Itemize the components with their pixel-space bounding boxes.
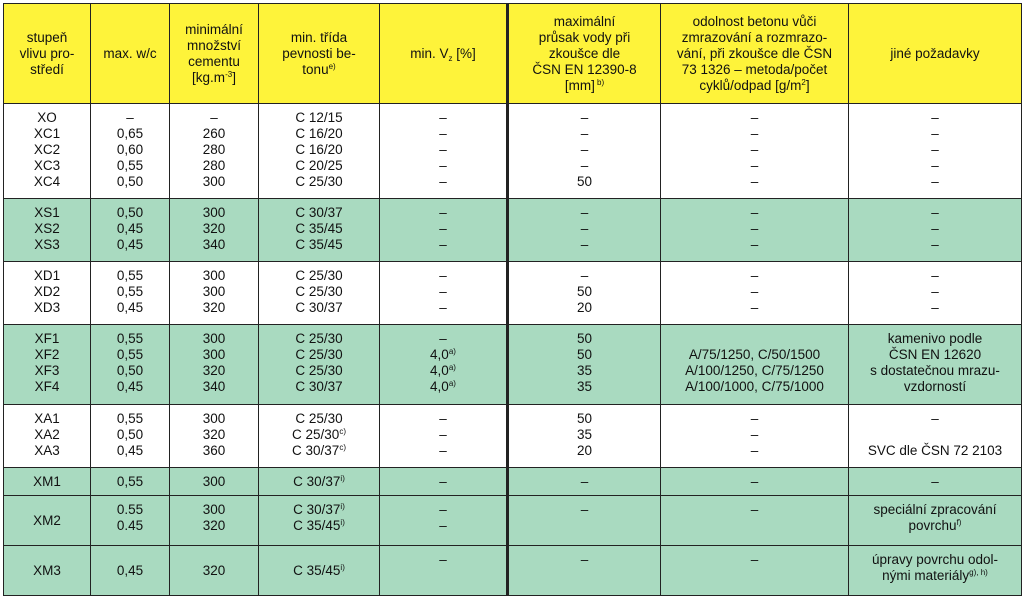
table-cell-text: – bbox=[931, 158, 939, 173]
table-cell-text: – bbox=[750, 427, 759, 442]
table-cell-text: [mm] bbox=[564, 77, 595, 93]
table-cell-text: XA3 bbox=[34, 443, 60, 458]
table-cell-text: 35 bbox=[576, 363, 593, 378]
table-cell-text: 35 bbox=[576, 379, 593, 394]
table-cell-text: – bbox=[439, 142, 447, 157]
table-cell-text: z bbox=[448, 53, 453, 63]
table-cell-text: 50 bbox=[576, 347, 593, 362]
table-cell-text: C 25/30 bbox=[295, 347, 343, 362]
table-cell-text: – bbox=[750, 205, 759, 220]
table-cell-text: 50 bbox=[576, 411, 593, 426]
table-row-xd bbox=[4, 262, 1022, 325]
table-cell-text: – bbox=[750, 300, 759, 315]
table-cell-text: – bbox=[931, 237, 939, 252]
table-cell-text: – bbox=[439, 158, 447, 173]
table-cell-text: min. třída bbox=[290, 29, 348, 45]
table-cell-text: – bbox=[750, 268, 759, 283]
table-cell-text: 280 bbox=[202, 142, 226, 157]
table-cell-text: 0,55 bbox=[116, 347, 144, 362]
table-cell-text: 20 bbox=[576, 443, 593, 458]
table-cell-text: 0,65 bbox=[116, 126, 144, 141]
table-cell-text: 320 bbox=[202, 363, 226, 378]
table-cell-text: XC3 bbox=[33, 158, 61, 173]
table-cell bbox=[508, 104, 661, 199]
header-min-air-content bbox=[380, 4, 508, 104]
table-cell-text: a) bbox=[448, 347, 456, 356]
table-cell-text: – bbox=[931, 205, 939, 220]
table-cell-text: XM1 bbox=[33, 474, 61, 489]
table-cell bbox=[380, 104, 508, 199]
table-cell-text: SVC dle ČSN 72 2103 bbox=[867, 443, 1003, 458]
table-cell-text: – bbox=[931, 110, 939, 125]
table-cell bbox=[91, 468, 170, 496]
table-cell-text: XC2 bbox=[33, 142, 61, 157]
table-cell bbox=[661, 546, 849, 596]
exposure-classes-table bbox=[3, 3, 1022, 596]
table-cell-text: – bbox=[580, 552, 589, 567]
table-cell-text: jiné požadavky bbox=[890, 45, 980, 61]
table-cell-text: 0.55 bbox=[116, 502, 144, 517]
table-cell-text: 0,45 bbox=[116, 221, 144, 236]
table-cell-text: 300 bbox=[202, 331, 226, 346]
table-cell-text: – bbox=[439, 411, 447, 426]
header-min-strength-class bbox=[259, 4, 380, 104]
table-cell-text: – bbox=[580, 268, 589, 283]
table-cell-text bbox=[849, 427, 1021, 443]
table-cell-text: 0,55 bbox=[116, 158, 144, 173]
table-cell-text: b) bbox=[594, 77, 605, 87]
table-cell-text: 0,60 bbox=[116, 142, 144, 157]
table-cell bbox=[4, 468, 91, 496]
table-cell-text: C 25/30 bbox=[295, 331, 343, 346]
table-cell-text: a) bbox=[448, 379, 456, 388]
table-cell-text: 50 bbox=[576, 331, 593, 346]
table-cell-text: 340 bbox=[202, 237, 226, 252]
table-cell-text: XA2 bbox=[34, 427, 60, 442]
table-cell bbox=[259, 496, 380, 546]
table-cell-text: A/100/1000, C/75/1000 bbox=[685, 379, 824, 394]
table-cell-text: – bbox=[580, 237, 589, 252]
table-cell bbox=[508, 468, 661, 496]
table-cell-text: 300 bbox=[202, 205, 226, 220]
table-cell-text: – bbox=[439, 552, 447, 567]
table-cell-text: – bbox=[439, 221, 447, 236]
table-cell-text: – bbox=[439, 300, 447, 315]
table-cell-text: – bbox=[439, 427, 447, 442]
table-cell-text: A/75/1250, C/50/1500 bbox=[688, 347, 821, 362]
table-cell bbox=[91, 496, 170, 546]
table-cell-text: [kg.m bbox=[192, 69, 226, 85]
table-cell-text: – bbox=[750, 221, 759, 236]
table-cell-text: vání, při zkoušce dle ČSN bbox=[676, 45, 833, 61]
table-cell bbox=[849, 496, 1022, 546]
table-cell bbox=[849, 405, 1022, 468]
table-cell-text: – bbox=[126, 110, 134, 125]
table-cell-text: max. w/c bbox=[103, 45, 157, 61]
table-cell-text: C 30/37 bbox=[295, 300, 343, 315]
table-cell-text: povrchu bbox=[908, 518, 957, 533]
table-cell-text: [%] bbox=[452, 45, 476, 61]
table-cell-text: C 35/45 bbox=[295, 237, 343, 252]
table-cell bbox=[661, 262, 849, 325]
table-cell-text: 320 bbox=[202, 562, 226, 578]
table-cell-text: – bbox=[931, 268, 939, 283]
table-cell-text: e) bbox=[328, 61, 336, 71]
table-cell-text: 0,45 bbox=[116, 379, 144, 394]
table-cell-text: zmrazování a rozmrazo- bbox=[681, 29, 828, 45]
table-cell-text: – bbox=[931, 411, 939, 426]
table-cell-text: 300 bbox=[202, 174, 226, 189]
table-cell-text: C 16/20 bbox=[295, 126, 343, 141]
table-cell-text: 4,0 bbox=[430, 363, 449, 378]
table-cell-text: i) bbox=[340, 562, 345, 572]
table-cell-text: C 20/25 bbox=[295, 158, 343, 173]
table-cell-text: – bbox=[439, 126, 447, 141]
table-cell-text: 0,55 bbox=[116, 411, 144, 426]
table-cell-text: XD1 bbox=[33, 268, 61, 283]
table-cell-text: – bbox=[750, 126, 759, 141]
table-cell-text: – bbox=[750, 474, 759, 489]
table-cell bbox=[259, 325, 380, 405]
table-cell bbox=[661, 104, 849, 199]
table-cell-text: – bbox=[750, 142, 759, 157]
table-cell-text: cyklů/odpad [g/m bbox=[699, 77, 802, 93]
table-cell-text: průsak vody při bbox=[538, 29, 631, 45]
table-cell-text: ČSN EN 12390-8 bbox=[532, 61, 637, 77]
table-cell bbox=[508, 199, 661, 262]
table-cell-text: 300 bbox=[202, 502, 226, 517]
table-cell-text: C 30/37 bbox=[292, 443, 340, 458]
table-cell bbox=[380, 405, 508, 468]
table-cell-text: 2 bbox=[801, 77, 806, 87]
table-cell-text: C 12/15 bbox=[295, 110, 343, 125]
table-cell-text: – bbox=[750, 110, 759, 125]
table-cell-text: minimální bbox=[185, 21, 243, 37]
table-cell-text: – bbox=[580, 205, 589, 220]
table-cell-text: 300 bbox=[202, 347, 226, 362]
table-cell-text: nými materiály bbox=[882, 568, 970, 583]
table-cell-text: 340 bbox=[202, 379, 226, 394]
table-cell bbox=[380, 468, 508, 496]
table-cell-text: 20 bbox=[576, 300, 593, 315]
table-cell-text: – bbox=[750, 237, 759, 252]
table-cell-text: c) bbox=[339, 427, 346, 436]
table-cell-text: s dostatečnou mrazu- bbox=[870, 363, 1000, 378]
table-cell bbox=[91, 405, 170, 468]
table-cell-text: 73 1326 – metoda/počet bbox=[681, 61, 828, 77]
table-cell bbox=[4, 496, 91, 546]
table-cell-text: odolnost betonu vůči bbox=[692, 13, 817, 29]
table-cell-text: C 25/30 bbox=[295, 284, 343, 299]
table-cell bbox=[170, 199, 259, 262]
table-cell-text: 0,50 bbox=[116, 427, 144, 442]
table-cell-text: úpravy povrchu odol- bbox=[871, 552, 999, 567]
table-cell-text: 0,45 bbox=[116, 443, 144, 458]
table-cell-text: – bbox=[931, 284, 939, 299]
table-cell-text: 300 bbox=[202, 474, 226, 489]
table-cell-text: XD3 bbox=[33, 300, 61, 315]
table-cell bbox=[661, 405, 849, 468]
table-cell bbox=[170, 405, 259, 468]
table-row-xm2 bbox=[4, 496, 1022, 546]
table-cell-text: i) bbox=[340, 474, 345, 483]
table-cell-text: f) bbox=[956, 518, 962, 527]
table-cell-text: 0,50 bbox=[116, 205, 144, 220]
table-cell bbox=[380, 546, 508, 596]
table-cell bbox=[91, 262, 170, 325]
table-row-xc bbox=[4, 104, 1022, 199]
table-cell bbox=[849, 546, 1022, 596]
table-cell-text: tonu bbox=[302, 61, 329, 77]
table-cell-text: 0,55 bbox=[116, 284, 144, 299]
table-cell bbox=[4, 199, 91, 262]
table-cell bbox=[91, 104, 170, 199]
table-cell-text: – bbox=[931, 126, 939, 141]
table-cell-text: – bbox=[439, 237, 447, 252]
table-row-xa bbox=[4, 405, 1022, 468]
table-cell-text: C 25/30 bbox=[295, 411, 343, 426]
table-cell bbox=[91, 199, 170, 262]
table-cell-text: – bbox=[439, 331, 447, 346]
table-cell-text: 320 bbox=[202, 221, 226, 236]
table-cell bbox=[380, 199, 508, 262]
table-cell-text: g), h) bbox=[969, 568, 988, 577]
table-cell-text: C 30/37 bbox=[293, 502, 341, 517]
table-cell-text: 280 bbox=[202, 158, 226, 173]
table-cell bbox=[661, 325, 849, 405]
table-cell-text: vlivu pro- bbox=[19, 45, 75, 61]
table-cell-text: XD2 bbox=[33, 284, 61, 299]
table-cell-text: vzdorností bbox=[903, 379, 967, 394]
table-cell-text: – bbox=[580, 110, 589, 125]
table-cell-text: C 16/20 bbox=[295, 142, 343, 157]
table-row-xs bbox=[4, 199, 1022, 262]
table-cell-text: i) bbox=[340, 502, 345, 511]
table-cell-text: 0,45 bbox=[116, 562, 144, 578]
table-cell-text: kamenivo podle bbox=[887, 331, 983, 346]
table-cell bbox=[849, 199, 1022, 262]
table-cell-text: zkoušce dle bbox=[548, 45, 621, 61]
table-cell-text: 300 bbox=[202, 284, 226, 299]
table-cell-text: – bbox=[931, 221, 939, 236]
table-cell-text: – bbox=[750, 552, 759, 567]
table-cell-text: množství bbox=[186, 37, 241, 53]
table-cell-text: C 30/37 bbox=[295, 205, 343, 220]
table-cell-text: 0,55 bbox=[116, 474, 144, 489]
header-row bbox=[4, 4, 1022, 104]
table-cell-text: C 25/30 bbox=[292, 427, 340, 442]
table-cell-text: – bbox=[439, 474, 447, 489]
table-cell bbox=[380, 496, 508, 546]
table-cell-text: -3 bbox=[225, 69, 233, 79]
table-cell-text: – bbox=[580, 502, 589, 517]
table-cell-text: C 35/45 bbox=[295, 221, 343, 236]
table-cell bbox=[4, 262, 91, 325]
table-cell-text: XF2 bbox=[34, 347, 60, 362]
table-cell-text: 0,45 bbox=[116, 237, 144, 252]
table-cell-text: středí bbox=[30, 61, 64, 77]
table-cell bbox=[170, 546, 259, 596]
table-cell-text: XO bbox=[37, 110, 57, 125]
table-cell-text: C 25/30 bbox=[295, 174, 343, 189]
table-cell-text: ČSN EN 12620 bbox=[888, 347, 982, 362]
table-cell bbox=[4, 546, 91, 596]
table-cell bbox=[91, 546, 170, 596]
table-cell-text: A/100/1250, C/75/1250 bbox=[685, 363, 824, 378]
table-cell-text: 35 bbox=[576, 427, 593, 442]
table-cell-text: c) bbox=[339, 443, 346, 452]
table-cell-text: pevnosti be- bbox=[282, 45, 356, 61]
table-cell-text: 4,0 bbox=[430, 379, 449, 394]
table-cell-text: 0,55 bbox=[116, 268, 144, 283]
table-cell bbox=[849, 262, 1022, 325]
table-cell-text: i) bbox=[340, 518, 345, 527]
table-cell-text: 0,45 bbox=[116, 300, 144, 315]
table-cell-text: – bbox=[439, 284, 447, 299]
table-cell bbox=[508, 262, 661, 325]
table-cell bbox=[170, 468, 259, 496]
table-cell-text: – bbox=[210, 110, 218, 125]
table-cell-text: – bbox=[580, 126, 589, 141]
table-cell bbox=[508, 405, 661, 468]
table-cell-text: XA1 bbox=[34, 411, 60, 426]
table-cell bbox=[259, 405, 380, 468]
table-cell bbox=[661, 468, 849, 496]
table-cell-text: – bbox=[439, 268, 447, 283]
table-cell bbox=[4, 325, 91, 405]
table-cell-text: C 25/30 bbox=[295, 363, 343, 378]
table-cell-text: maximální bbox=[553, 13, 616, 29]
table-cell-text: XS2 bbox=[34, 221, 60, 236]
table-cell bbox=[661, 496, 849, 546]
table-cell-text: – bbox=[931, 474, 939, 489]
table-cell-text: min. V bbox=[410, 45, 449, 61]
table-cell-text: stupeň bbox=[26, 29, 68, 45]
table-cell-text: – bbox=[580, 221, 589, 236]
table-cell-text: – bbox=[439, 174, 447, 189]
table-cell-text: 300 bbox=[202, 411, 226, 426]
table-cell bbox=[380, 325, 508, 405]
table-cell-text: – bbox=[580, 474, 589, 489]
table-cell-text: 4,0 bbox=[430, 347, 449, 362]
table-cell-text: ] bbox=[805, 77, 810, 93]
table-cell bbox=[170, 262, 259, 325]
table-cell-text: – bbox=[931, 174, 939, 189]
table-cell-text: XF1 bbox=[34, 331, 60, 346]
table-row-xm1 bbox=[4, 468, 1022, 496]
table-cell bbox=[849, 468, 1022, 496]
header-exposure-class bbox=[4, 4, 91, 104]
table-cell-text bbox=[661, 331, 848, 347]
table-cell-text: – bbox=[439, 205, 447, 220]
table-cell-text: – bbox=[439, 443, 447, 458]
table-cell bbox=[170, 496, 259, 546]
table-cell bbox=[508, 325, 661, 405]
table-cell bbox=[259, 262, 380, 325]
table-cell-text: 0,50 bbox=[116, 363, 144, 378]
table-cell-text: – bbox=[750, 284, 759, 299]
table-cell-text: C 25/30 bbox=[295, 268, 343, 283]
table-cell bbox=[508, 546, 661, 596]
table-row-xf bbox=[4, 325, 1022, 405]
table-cell-text: – bbox=[931, 300, 939, 315]
table-cell-text: XC4 bbox=[33, 174, 61, 189]
table-cell bbox=[91, 325, 170, 405]
header-max-wc bbox=[91, 4, 170, 104]
table-cell-text: XM3 bbox=[33, 562, 61, 578]
table-cell-text: XS3 bbox=[34, 237, 60, 252]
table-cell bbox=[4, 104, 91, 199]
table-cell-text: – bbox=[439, 518, 447, 533]
table-cell bbox=[259, 546, 380, 596]
table-cell bbox=[170, 104, 259, 199]
table-cell bbox=[508, 496, 661, 546]
table-cell-text: a) bbox=[448, 363, 456, 372]
table-cell-text: 360 bbox=[202, 443, 226, 458]
table-cell-text: 300 bbox=[202, 268, 226, 283]
table-cell bbox=[259, 468, 380, 496]
table-cell-text: 50 bbox=[576, 174, 593, 189]
table-cell-text: 0,55 bbox=[116, 331, 144, 346]
table-cell-text: XS1 bbox=[34, 205, 60, 220]
table-cell-text: – bbox=[439, 502, 447, 517]
table-cell bbox=[259, 104, 380, 199]
table-cell-text: – bbox=[750, 502, 759, 517]
table-cell-text: – bbox=[750, 158, 759, 173]
table-row-xm3 bbox=[4, 546, 1022, 596]
table-cell-text: 260 bbox=[202, 126, 226, 141]
table-cell-text: – bbox=[750, 174, 759, 189]
table-cell-text: – bbox=[580, 158, 589, 173]
table-cell-text: 0,50 bbox=[116, 174, 144, 189]
table-cell-text: 0.45 bbox=[116, 518, 144, 533]
table-cell-text: XM2 bbox=[33, 512, 61, 528]
table-cell-text: XF3 bbox=[34, 363, 60, 378]
table-cell bbox=[259, 199, 380, 262]
table-cell bbox=[849, 104, 1022, 199]
table-cell bbox=[380, 262, 508, 325]
header-other-requirements bbox=[849, 4, 1022, 104]
table-cell-text: speciální zpracování bbox=[873, 502, 997, 517]
table-cell-text: 320 bbox=[202, 518, 226, 533]
table-cell-text: 320 bbox=[202, 427, 226, 442]
table-cell-text: 320 bbox=[202, 300, 226, 315]
table-cell-text: cementu bbox=[188, 53, 240, 69]
table-cell-text: C 30/37 bbox=[295, 379, 343, 394]
table-cell-text: 50 bbox=[576, 284, 593, 299]
table-cell-text: ] bbox=[232, 69, 236, 85]
table-cell-text: XC1 bbox=[33, 126, 61, 141]
header-min-cement bbox=[170, 4, 259, 104]
table-cell bbox=[849, 325, 1022, 405]
table-cell bbox=[4, 405, 91, 468]
table-cell-text: – bbox=[750, 411, 759, 426]
table-cell-text: C 35/45 bbox=[293, 562, 341, 578]
header-max-water-penetration bbox=[508, 4, 661, 104]
table-cell bbox=[170, 325, 259, 405]
table-cell-text: C 35/45 bbox=[293, 518, 341, 533]
table-cell-text: – bbox=[750, 443, 759, 458]
table-cell bbox=[661, 199, 849, 262]
table-cell-text: – bbox=[580, 142, 589, 157]
table-cell-text: C 30/37 bbox=[293, 474, 341, 489]
table-cell-text: – bbox=[931, 142, 939, 157]
table-cell-text: XF4 bbox=[34, 379, 60, 394]
table-cell-text: – bbox=[439, 110, 447, 125]
header-freeze-thaw-resistance bbox=[661, 4, 849, 104]
